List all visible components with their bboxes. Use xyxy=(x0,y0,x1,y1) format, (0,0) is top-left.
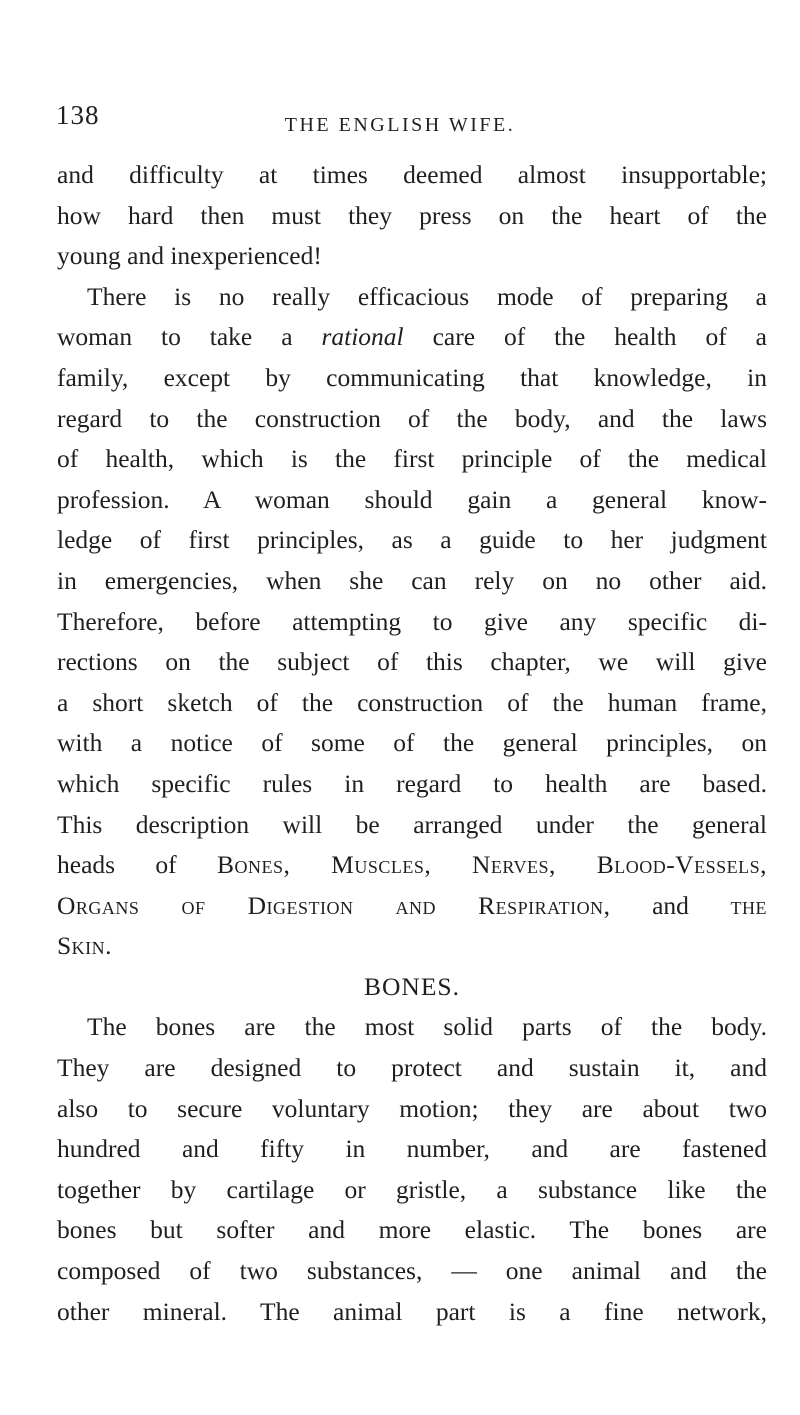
text-line: composed of two substances, — one animal and the xyxy=(57,1256,767,1286)
page-header xyxy=(0,100,800,140)
text-line: in emergencies, when she can rely on no other aid. xyxy=(57,565,767,595)
text-line: regard to the construction of the body, and the laws xyxy=(57,403,767,433)
text-line xyxy=(57,886,767,927)
text-segment: care of the health of a xyxy=(403,322,767,352)
text-line xyxy=(57,317,767,358)
text-line: family, except by communicating that knowledge, in xyxy=(57,362,767,392)
running-head: THE ENGLISH WIFE. xyxy=(284,114,516,136)
text-line: The bones are the most solid parts of the body. xyxy=(87,1012,767,1042)
text-line: how hard then must they press on the heart of the xyxy=(57,200,767,230)
text-line: They are designed to protect and sustain it, and xyxy=(57,1053,767,1083)
text-segment: woman to take a xyxy=(57,322,322,352)
text-line: bones but softer and more elastic. The bones are xyxy=(57,1215,767,1245)
text-line xyxy=(57,845,767,886)
text-line: which specific rules in regard to health are based. xyxy=(57,768,767,798)
page-number: 138 xyxy=(56,100,100,130)
text-segment: and xyxy=(610,890,731,920)
text-line: rections on the subject of this chapter, we will give xyxy=(57,647,767,677)
text-line: ledge of first principles, as a guide to her judgment xyxy=(57,525,767,555)
text-segment: heads of xyxy=(57,850,217,880)
small-caps-text: the xyxy=(730,890,767,920)
text-line: profession. A woman should gain a general know- xyxy=(57,484,767,514)
text-line: There is no really efficacious mode of preparing a xyxy=(87,281,767,311)
text-line: other mineral. The animal part is a fine network, xyxy=(57,1296,767,1326)
section-heading: BONES. xyxy=(364,971,460,1001)
text-line: Therefore, before attempting to give any specific di- xyxy=(57,606,767,636)
text-line: with a notice of some of the general principles, on xyxy=(57,728,767,758)
emphasis-text: rational xyxy=(321,322,404,352)
text-line: young and inexperienced! xyxy=(57,241,322,271)
text-line: also to secure voluntary motion; they are about two xyxy=(57,1093,767,1123)
text-line: Skin. xyxy=(57,931,113,961)
text-line: and difficulty at times deemed almost insupportable; xyxy=(57,160,767,189)
text-line: together by cartilage or gristle, a substance like the xyxy=(57,1174,767,1204)
text-line: This description will be arranged under the general xyxy=(57,809,767,839)
text-line: hundred and fifty in number, and are fastened xyxy=(57,1134,767,1164)
text-line: a short sketch of the construction of the human frame, xyxy=(57,687,767,717)
body-text xyxy=(57,155,767,1332)
small-caps-text: Organs of Digestion and Respiration, xyxy=(57,890,611,920)
small-caps-text: Bones, Muscles, Nerves, Blood-Vessels, xyxy=(216,850,767,880)
text-line: of health, which is the first principle of the medical xyxy=(57,444,767,474)
